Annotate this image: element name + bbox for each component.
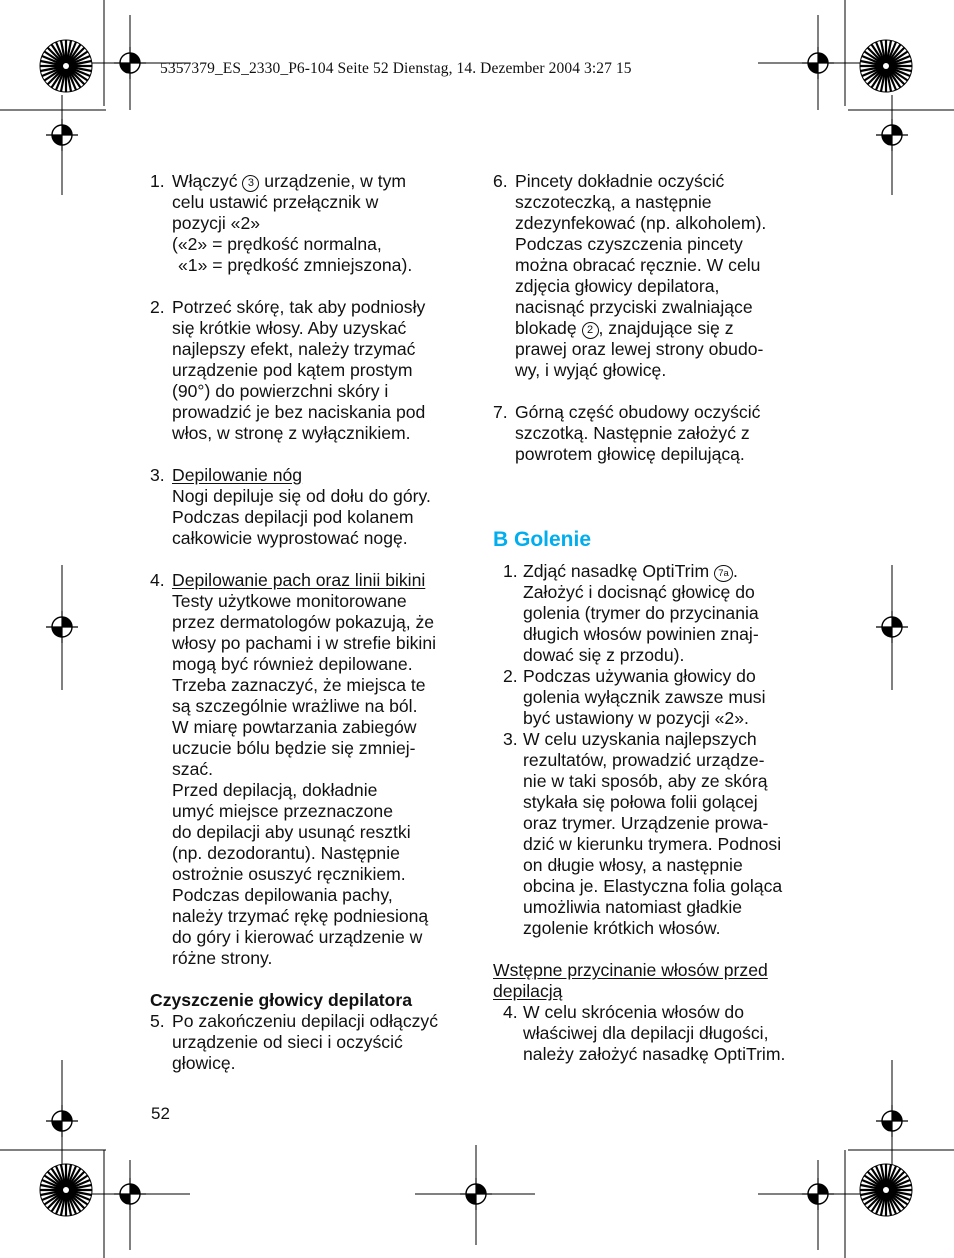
step-line: włosy po pachami i w strefie bikini: [172, 633, 437, 653]
step-line: włos, w stronę z wyłącznikiem.: [172, 423, 411, 443]
step-number: 5.: [150, 1011, 165, 1031]
step-line: W celu skrócenia włosów do: [523, 1002, 744, 1022]
step-line: najlepszy efekt, należy trzymać: [172, 339, 416, 359]
shaving-step-3: [493, 729, 813, 939]
step-line: urządzenie pod kątem prostym: [172, 360, 413, 380]
step-line: być ustawiony w pozycji «2».: [523, 708, 749, 728]
step-line: Podczas używania głowicy do: [523, 666, 756, 686]
step-line: Pincety dokładnie oczyścić: [515, 171, 725, 191]
step-number: 4.: [150, 570, 165, 590]
step-line: należy założyć nasadkę OptiTrim.: [523, 1044, 786, 1064]
step-line: długich włosów powinien znaj-: [523, 624, 759, 644]
step-line: głowicę.: [172, 1053, 236, 1073]
step-line: dzić w kierunku trymera. Podnosi: [523, 834, 782, 854]
step-4: [150, 570, 465, 969]
step-number: 2.: [503, 666, 518, 686]
cleaning-heading: Czyszczenie głowicy depilatora: [150, 990, 413, 1010]
step-line: obcina je. Elastyczna folia goląca: [523, 876, 783, 896]
step-number: 3.: [503, 729, 518, 749]
step-line: nacisnąć przyciski zwalniające: [515, 297, 753, 317]
step-line: Podczas depilacji pod kolanem: [172, 507, 414, 527]
step-line: Po zakończeniu depilacji odłączyć: [172, 1011, 439, 1031]
step-line: Zdjąć nasadkę OptiTrim 7a .: [523, 561, 738, 581]
step-line: Potrzeć skórę, tak aby podniosły: [172, 297, 426, 317]
step-line: całkowicie wyprostować nogę.: [172, 528, 408, 548]
step-line: umyć miejsce przeznaczone: [172, 801, 393, 821]
step-line: powrotem głowicę depilującą.: [515, 444, 745, 464]
step-line: umożliwia natomiast gładkie: [523, 897, 743, 917]
shaving-step-4: [493, 1002, 813, 1065]
step-number: 6.: [493, 171, 508, 191]
step-line: Przed depilacją, dokładnie: [172, 780, 378, 800]
step-line: zdezynfekować (np. alkoholem).: [515, 213, 767, 233]
step-line: Górną część obudowy oczyścić: [515, 402, 761, 422]
step-line: urządzenie od sieci i oczyścić: [172, 1032, 403, 1052]
step-line: pozycji «2»: [172, 213, 261, 233]
step-line: Założyć i docisnąć głowicę do: [523, 582, 755, 602]
step-number: 1.: [503, 561, 518, 581]
step-line: prowadzić je bez naciskania pod: [172, 402, 426, 422]
right-column: [493, 171, 813, 1065]
step-5: [150, 1011, 465, 1074]
shaving-step-1: [493, 561, 813, 666]
step-line: szczotką. Następnie założyć z: [515, 423, 750, 443]
step-line: się krótkie włosy. Aby uzyskać: [172, 318, 407, 338]
step-line: blokadę 2 , znajdujące się z: [515, 318, 734, 338]
left-column: [150, 171, 465, 1074]
step-number: 3.: [150, 465, 165, 485]
step-line: nie w taki sposób, aby ze skórą: [523, 771, 768, 791]
step-line: wy, i wyjąć głowicę.: [515, 360, 667, 380]
step-line: dować się z przodu).: [523, 645, 685, 665]
step-line: uczucie bólu będzie się zmniej-: [172, 738, 416, 758]
step-line: Podczas depilowania pachy,: [172, 885, 393, 905]
step-line: Testy użytkowe monitorowane: [172, 591, 407, 611]
step-line: do depilacji aby usunąć resztki: [172, 822, 411, 842]
step-3: [150, 465, 465, 549]
step-number: 2.: [150, 297, 165, 317]
step-line: golenia (trymer do przycinania: [523, 603, 759, 623]
trimming-heading: Wstępne przycinanie włosów przed: [493, 960, 768, 980]
step-heading: Depilowanie pach oraz linii bikini: [172, 570, 426, 590]
step-line: Włączyć 3 urządzenie, w tym: [172, 171, 407, 191]
step-line: celu ustawić przełącznik w: [172, 192, 379, 212]
step-line: stykała się połowa folii golącej: [523, 792, 758, 812]
step-6: [493, 171, 813, 381]
step-line: golenia wyłącznik zawsze musi: [523, 687, 766, 707]
trimming-steps: [493, 1002, 813, 1065]
step-line: rezultatów, prowadzić urządze-: [523, 750, 765, 770]
step-number: 7.: [493, 402, 508, 422]
step-number: 4.: [503, 1002, 518, 1022]
step-number: 1.: [150, 171, 165, 191]
step-line: należy trzymać rękę podniesioną: [172, 906, 429, 926]
step-line: W miarę powtarzania zabiegów: [172, 717, 417, 737]
print-header: 5357379_ES_2330_P6-104 Seite 52 Dienstag, 14. Dezember 2004 3:27 15: [160, 60, 632, 77]
step-line: właściwej dla depilacji długości,: [523, 1023, 769, 1043]
trimming-heading-cont: depilacją: [493, 981, 563, 1001]
step-line: (90°) do powierzchni skóry i: [172, 381, 389, 401]
shaving-step-2: [493, 666, 813, 729]
step-line: szczoteczką, a następnie: [515, 192, 712, 212]
step-7: [493, 402, 813, 465]
page-number: 52: [151, 1104, 170, 1123]
step-line: mogą być również depilowane.: [172, 654, 413, 674]
step-line: prawej oraz lewej strony obudo-: [515, 339, 764, 359]
step-line: oraz trymer. Urządzenie prowa-: [523, 813, 769, 833]
step-1: [150, 171, 465, 276]
step-line: Podczas czyszczenia pincety: [515, 234, 743, 254]
step-2: [150, 297, 465, 444]
part-3-icon: 3: [242, 175, 259, 192]
step-line: zdjęcia głowicy depilatora,: [515, 276, 720, 296]
step-line: zgolenie krótkich włosów.: [523, 918, 721, 938]
step-line: «1» = prędkość zmniejszona).: [178, 255, 413, 275]
step-line: Trzeba zaznaczyć, że miejsca te: [172, 675, 426, 695]
step-line: on długie włosy, a następnie: [523, 855, 743, 875]
step-line: można obracać ręcznie. W celu: [515, 255, 761, 275]
step-heading: Depilowanie nóg: [172, 465, 303, 485]
shaving-steps: [493, 561, 813, 939]
step-line: ostrożnie osuszyć ręcznikiem.: [172, 864, 406, 884]
section-title: B Golenie: [493, 528, 592, 551]
step-line: przez dermatologów pokazują, że: [172, 612, 435, 632]
step-line: do góry i kierować urządzenie w: [172, 927, 423, 947]
step-line: szać.: [172, 759, 214, 779]
step-line: («2» = prędkość normalna,: [172, 234, 382, 254]
step-line: W celu uzyskania najlepszych: [523, 729, 757, 749]
step-line: są szczególnie wrażliwe na ból.: [172, 696, 418, 716]
step-line: (np. dezodorantu). Następnie: [172, 843, 400, 863]
step-line: Nogi depiluje się od dołu do góry.: [172, 486, 431, 506]
part-7a-icon: 7a: [714, 565, 733, 582]
part-2-icon: 2: [582, 322, 599, 339]
step-line: różne strony.: [172, 948, 273, 968]
